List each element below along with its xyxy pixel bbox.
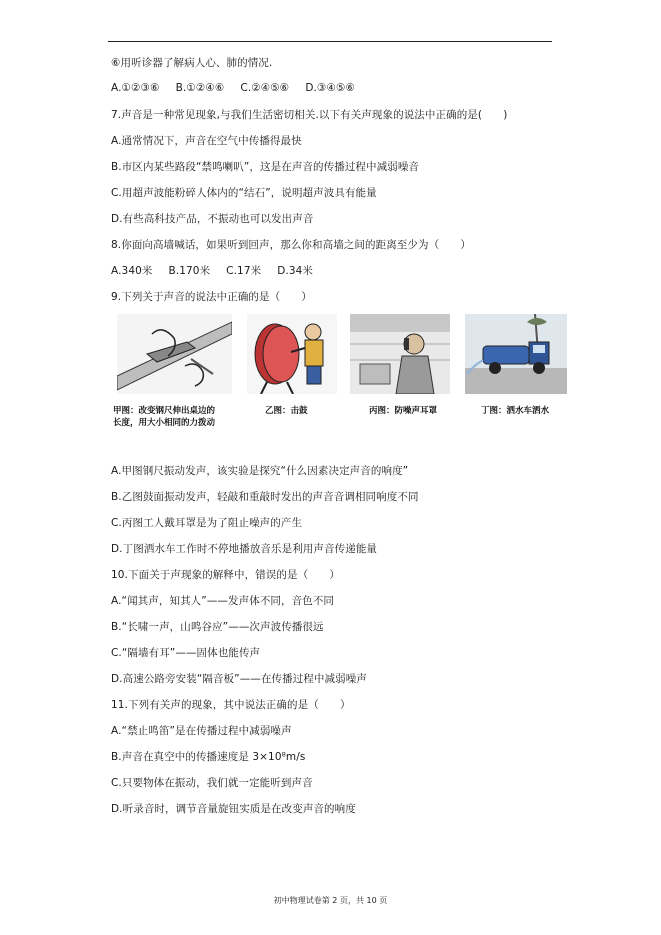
page-footer: 初中物理试卷第 2 页，共 10 页 [273, 896, 388, 905]
q6-option-d: D.③④⑤⑥ [305, 82, 355, 94]
q9-option-a: A.甲图钢尺振动发声，该实验是探究“什么因素决定声音的响度” [111, 465, 409, 477]
figure-yi-drum [247, 314, 337, 394]
q8-option-d: D.34米 [277, 265, 313, 277]
statement-6: ⑥用听诊器了解病人心、肺的情况. [111, 57, 273, 69]
q7-option-c: C.用超声波能粉碎人体内的“结石”，说明超声波具有能量 [111, 187, 377, 199]
q9-option-d: D.丁图洒水车工作时不停地播放音乐是利用声音传递能量 [111, 543, 378, 555]
q10-stem: 10.下面关于声现象的解释中，错误的是（ ） [111, 569, 340, 581]
caption-jia-line2: 长度，用大小相同的力拨动 [113, 418, 216, 428]
q6-option-c: C.②④⑤⑥ [240, 82, 290, 94]
q10-option-a: A.“闻其声，知其人”——发声体不同，音色不同 [111, 595, 335, 607]
q6-option-a: A.①②③⑥ [111, 82, 160, 94]
q10-option-d: D.高速公路旁安装“隔音板”——在传播过程中减弱噪声 [111, 673, 367, 685]
q6-options [111, 81, 371, 95]
q9-option-c: C.丙图工人戴耳罩是为了阻止噪声的产生 [111, 517, 303, 529]
q6-option-b: B.①②④⑥ [175, 82, 225, 94]
q11-option-c: C.只要物体在振动，我们就一定能听到声音 [111, 777, 313, 789]
q8-options [111, 264, 329, 278]
q9-stem: 9.下列关于声音的说法中正确的是（ ） [111, 291, 313, 303]
q8-option-b: B.170米 [168, 265, 211, 277]
q9-figures [113, 314, 567, 428]
q10-option-c: C.“隔墙有耳”——固体也能传声 [111, 647, 261, 659]
q8-option-c: C.17米 [226, 265, 262, 277]
q8-option-a: A.340米 [111, 265, 153, 277]
q10-option-b: B.“长啸一声，山鸣谷应”——次声波传播很远 [111, 621, 324, 633]
q9-option-b: B.乙图鼓面振动发声，轻敲和重敲时发出的声音音调相同响度不同 [111, 491, 419, 503]
figure-jia-ruler [117, 314, 232, 394]
q11-stem: 11.下列有关声的现象，其中说法正确的是（ ） [111, 699, 351, 711]
caption-jia-line1: 甲图：改变钢尺伸出桌边的 [113, 406, 216, 416]
q7-stem: 7.声音是一种常见现象,与我们生活密切相关.以下有关声现象的说法中正确的是( ) [111, 109, 508, 121]
q7-option-d: D.有些高科技产品，不振动也可以发出声音 [111, 213, 314, 225]
q11-option-a: A.“禁止鸣笛”是在传播过程中减弱噪声 [111, 725, 292, 737]
caption-ding: 丁图：洒水车洒水 [481, 406, 550, 416]
q7-option-a: A.通常情况下，声音在空气中传播得最快 [111, 135, 302, 147]
q8-stem: 8.你面向高墙喊话，如果听到回声，那么你和高墙之间的距离至少为（ ） [111, 239, 472, 251]
header-rule [108, 41, 552, 42]
figure-bing-earmuffs [350, 314, 450, 394]
q11-option-d: D.听录音时，调节音量旋钮实质是在改变声音的响度 [111, 803, 356, 815]
caption-bing: 丙图：防噪声耳罩 [369, 406, 438, 416]
q11-option-b: B.声音在真空中的传播速度是 3×10⁸m/s [111, 751, 306, 763]
figure-ding-sprinkler-truck [465, 314, 567, 394]
caption-yi: 乙图：击鼓 [265, 406, 308, 416]
q7-option-b: B.市区内某些路段“禁鸣喇叭”，这是在声音的传播过程中减弱噪音 [111, 161, 420, 173]
